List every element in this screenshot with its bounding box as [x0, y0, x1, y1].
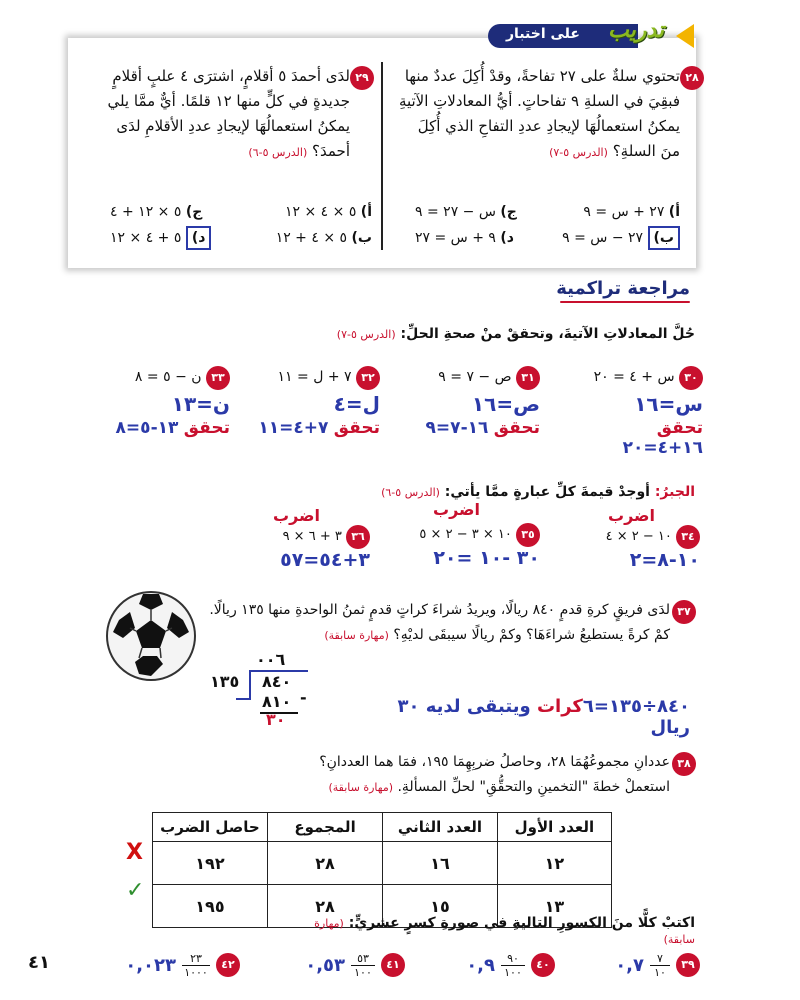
q29-options: [110, 200, 372, 252]
question-37: ٣٧ لدَى فريقٍ كرةِ قدمٍ ٨٤٠ ريالًا، ويريدُ شراءَ كراتٍ قدمٍ ثمنُ الواحدةِ منها ١٣٥ ريالًا. كمْ كرةً يستطيعُ شراءَهَا؟ وكمْ ريالًا سيبقَى لديْهِ؟ (مهارة سابقة): [205, 598, 670, 648]
lesson-ref: (الدرس ٥-٦): [248, 146, 308, 159]
equation-33: ٣٣ ن − ٥ = ٨ ن=١٣ تحقق ١٣-٥=٨: [95, 366, 230, 438]
question-text: لدَى أحمدَ ٥ أقلامٍ، اشترَى ٤ علبٍ أقلامٍ جديدةٍ في كلٍّ منها ١٢ قلمًا. أيٌّ ممَّا يلي يمكنُ استعمالُهَا لإيجادِ عددِ الأقلامِ لدَى أحمدَ؟: [107, 67, 350, 160]
question-number: ٢٩: [350, 66, 374, 90]
option-a[interactable]: أ) ٥ × ٤ × ١٢: [284, 204, 372, 220]
handwritten-answer: ن=١٣: [171, 392, 230, 416]
option-d[interactable]: د) ٩ + س = ٢٧: [415, 230, 514, 246]
question-28: [395, 64, 699, 165]
option-b[interactable]: ب) ٢٧ − س = ٩: [562, 226, 680, 252]
q28-options: [395, 200, 680, 252]
handwritten-hint: اضرب: [608, 506, 655, 525]
table-header: العدد الثاني: [383, 813, 498, 842]
question-text: عددانِ مجموعُهُمَا ٢٨، وحاصلُ ضربِهِمَا ١٩٥، فمَا هما العددانِ؟: [319, 754, 670, 770]
handwritten-answer-37: ٨٤٠÷١٣٥=٦كرات ويتبقى لديه ٣٠ ريال: [397, 696, 690, 738]
question-29: [85, 64, 369, 165]
question-text: تحتوي سلةٌ على ٢٧ تفاحةً، وقدْ أُكِلَ عددٌ منها فبقِيَ في السلةِ ٩ تفاحاتٍ. أيُّ المعادلاتِ الآتيةِ يمكنُ استعمالُهَا لإيجادِ عددِ التفاحِ الذي أُكِلَ منَ السلةِ؟: [398, 67, 680, 160]
title-underline: [560, 301, 690, 303]
handwritten-answer: ل=٤: [333, 392, 380, 416]
check-mark: ✓: [126, 878, 145, 903]
question-text-2: كمْ كرةً يستطيعُ شراءَهَا؟ وكمْ ريالًا سيبقَى لديْهِ؟ (مهارة سابقة): [324, 627, 670, 643]
option-a[interactable]: أ) ٢٧ + س = ٩: [583, 204, 680, 220]
equation-32: ٣٢ ٧ + ل = ١١ ل=٤ تحقق ٧+٤=١١: [240, 366, 380, 438]
test-prep-banner: [488, 18, 698, 52]
table-header: المجموع: [267, 813, 382, 842]
divider: [381, 62, 383, 250]
question-38: ٣٨ عددانِ مجموعُهُمَا ٢٨، وحاصلُ ضربِهِمَا ١٩٥، فمَا هما العددانِ؟ استعملْ خطةَ "التخمينِ والتحقُّقِ" لحلِّ المسألةِ. (مهارة سابقة): [300, 750, 670, 800]
handwritten-answer: ص=١٦: [471, 392, 540, 416]
option-c[interactable]: ج) ٥ × ١٢ + ٤: [110, 204, 203, 220]
instruction-fractions: اكتبْ كلًّا منَ الكسورِ التاليةِ في صورةِ كسرٍ عشريٍّ: (مهارة سابقة): [314, 915, 695, 946]
option-b[interactable]: ب) ٥ × ٤ + ١٢: [275, 230, 372, 246]
equation-31: ٣١ ص − ٧ = ٩ ص=١٦ تحقق ١٦-٧=٩: [410, 366, 540, 438]
handwritten-hint: اضرب: [273, 506, 320, 525]
handwritten-check: تحقق ١٣-٥=٨: [115, 418, 230, 438]
page-number: ٤١: [28, 952, 50, 973]
question-text-2: استعملْ خطةَ "التخمينِ والتحقُّقِ" لحلِّ المسألةِ. (مهارة سابقة): [328, 779, 670, 795]
handwritten-answer: س=١٦: [634, 392, 703, 416]
lesson-ref: (الدرس ٥-٧): [549, 146, 608, 159]
handwritten-answer: ٣٠ -١٠ =٢٠: [433, 547, 540, 569]
banner-subtitle: على اختبار: [506, 26, 580, 42]
table-row: ١٢ ١٦ ٢٨ ١٩٢: [153, 842, 612, 885]
fraction-39: ٣٩ ٧ ١٠ ٠,٧: [580, 948, 700, 982]
table-header: العدد الأول: [497, 813, 611, 842]
handwritten-answer: ٣+٥٤=٥٧: [280, 549, 370, 571]
handwritten-hint: اضرب: [433, 500, 480, 519]
expression-34: اضرب ٣٤ ١٠ − ٢ × ٤ ١٠-٨=٢: [575, 506, 700, 571]
table-header: حاصل الضرب: [153, 813, 268, 842]
instruction-equations: حُلَّ المعادلاتِ الآتيةَ، وتحققْ منْ صحةِ الحلِّ: (الدرس ٥-٧): [336, 326, 695, 342]
instruction-algebra: الجبرُ: أوجدْ قيمةَ كلِّ عبارةٍ ممَّا يأتي: (الدرس ٥-٦): [381, 484, 695, 500]
option-c[interactable]: ج) س − ٢٧ = ٩: [415, 204, 517, 220]
long-division: ٠٠٦ ١٣٥ ٨٤٠ ٨١٠ - ٣٠: [210, 650, 307, 729]
banner-title: تدريب: [608, 18, 665, 43]
handwritten-check: تحقق ١٦+٤=٢٠: [622, 418, 703, 458]
section-title: مراجعة تراكمية: [556, 278, 690, 299]
question-text: لدَى فريقٍ كرةِ قدمٍ ٨٤٠ ريالًا، ويريدُ شراءَ كراتٍ قدمٍ ثمنُ الواحدةِ منها ١٣٥ ريالًا.: [209, 602, 670, 618]
soccer-ball-icon: [105, 590, 197, 682]
expression-35: اضرب ٣٥ ١٠ × ٣ − ٢ × ٥ ٣٠ -١٠ =٢٠: [390, 500, 540, 569]
question-number: ٢٨: [680, 66, 704, 90]
handwritten-answer: ١٠-٨=٢: [629, 549, 700, 571]
cross-mark: X: [126, 840, 143, 865]
expression-36: اضرب ٣٦ ٣ + ٦ × ٩ ٣+٥٤=٥٧: [230, 506, 370, 571]
fraction-41: ٤١ ٥٣ ١٠٠ ٠,٥٣: [270, 948, 405, 982]
fraction-40: ٤٠ ٩٠ ١٠٠ ٠,٩: [430, 948, 555, 982]
handwritten-check: تحقق ١٦-٧=٩: [425, 418, 540, 438]
equation-30: ٣٠ س + ٤ = ٢٠ س=١٦ تحقق ١٦+٤=٢٠: [575, 366, 703, 458]
table-row: ١٣ ١٥ ٢٨ ١٩٥: [153, 885, 612, 928]
arrow-icon: [676, 24, 694, 48]
option-d[interactable]: د) ٥ + ٤ × ١٢: [110, 226, 211, 252]
guess-check-table: [152, 812, 612, 928]
handwritten-check: تحقق ٧+٤=١١: [258, 418, 380, 438]
fraction-42: ٤٢ ٢٣ ١٠٠٠ ٠,٠٢٣: [90, 948, 240, 982]
